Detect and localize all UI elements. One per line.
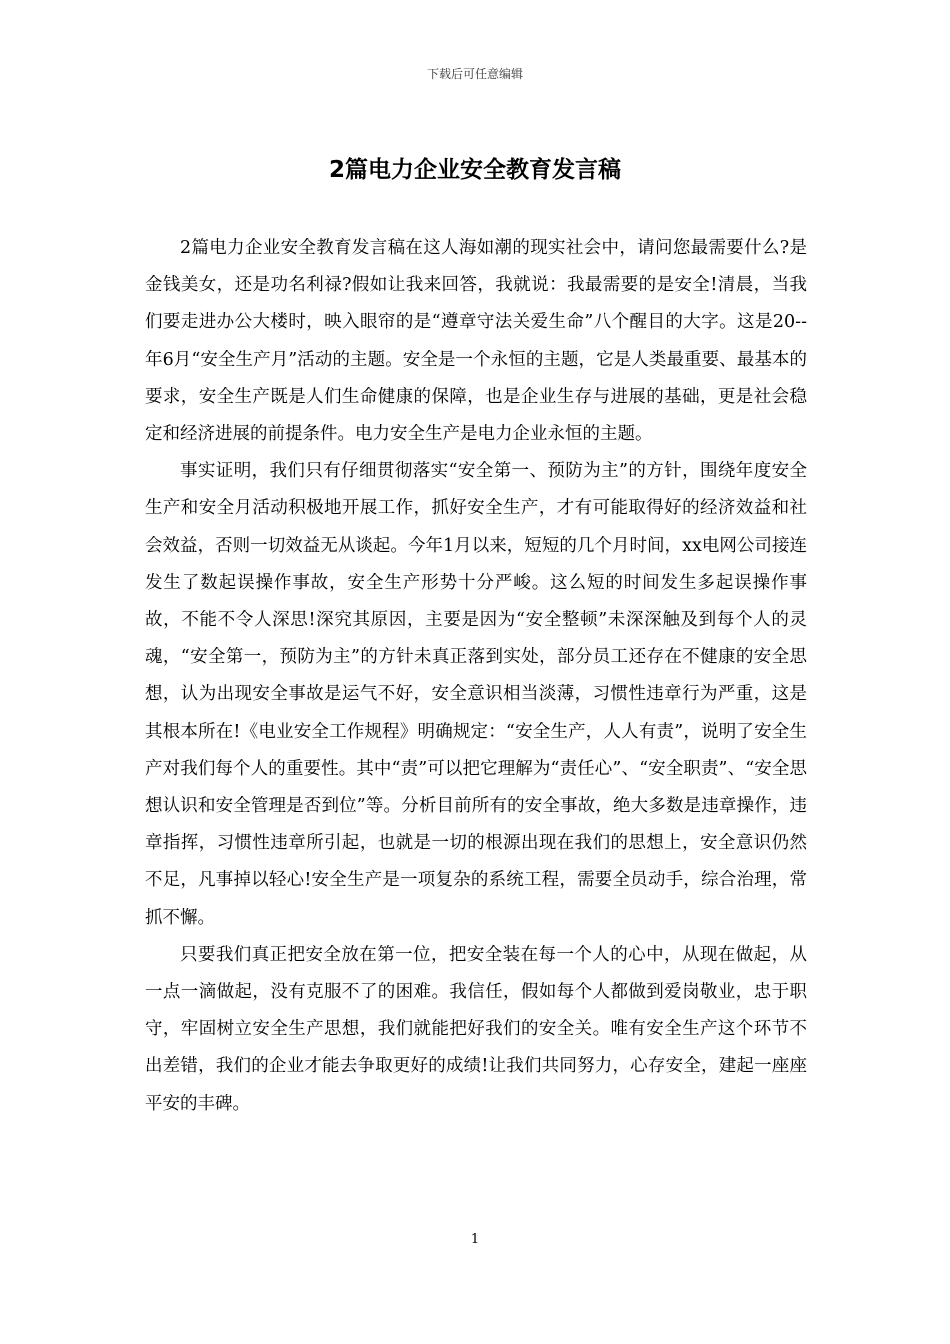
document-title: 2篇电力企业安全教育发言稿 bbox=[328, 157, 621, 183]
page-number: 1 bbox=[470, 1232, 480, 1247]
document-body bbox=[145, 230, 807, 1123]
body-paragraph-1: 2篇电力企业安全教育发言稿在这人海如潮的现实社会中，请问您最需要什么?是金钱美女，还是功名利禄?假如让我来回答，我就说：我最需要的是安全!清晨，当我们要走进办公大楼时，映入眼帘的是“遵章守法关爱生命”八个醒目的大字。这是20--年6月“安全生产月”活动的主题。安全是一个永恒的主题，它是人类最重要、最基本的要求，安全生产既是人们生命健康的保障，也是企业生存与进展的基础，更是社会稳定和经济进展的前提条件。电力安全生产是电力企业永恒的主题。 bbox=[145, 238, 807, 445]
body-paragraph-2: 事实证明，我们只有仔细贯彻落实“安全第一、预防为主”的方针，围绕年度安全生产和安全月活动积极地开展工作，抓好安全生产，才有可能取得好的经济效益和社会效益，否则一切效益无从谈起。今年1月以来，短短的几个月时间，xx电网公司接连发生了数起误操作事故，安全生产形势十分严峻。这么短的时间发生多起误操作事故，不能不令人深思!深究其原因，主要是因为“安全整顿”未深深触及到每个人的灵魂，“安全第一，预防为主”的方针未真正落到实处，部分员工还存在不健康的安全思想，认为出现安全事故是运气不好，安全意识相当淡薄，习惯性违章行为严重，这是其根本所在!《电业安全工作规程》明确规定：“安全生产，人人有责”，说明了安全生产对我们每个人的重要性。其中“责”可以把它理解为“责任心”、“安全职责”、“安全思想认识和安全管理是否到位”等。分析目前所有的安全事故，绝大多数是违章操作，违章指挥，习惯性违章所引起，也就是一切的根源出现在我们的思想上，安全意识仍然不足，凡事掉以轻心!安全生产是一项复杂的系统工程，需要全员动手，综合治理，常抓不懈。 bbox=[145, 461, 807, 928]
body-paragraph-3: 只要我们真正把安全放在第一位，把安全装在每一个人的心中，从现在做起，从一点一滴做起，没有克服不了的困难。我信任，假如每个人都做到爱岗敬业，忠于职守，牢固树立安全生产思想，我们就能把好我们的安全关。唯有安全生产这个环节不出差错，我们的企业才能去争取更好的成绩!让我们共同努力，心存安全，建起一座座平安的丰碑。 bbox=[145, 944, 807, 1114]
page-header: 下载后可任意编辑 bbox=[426, 67, 523, 81]
